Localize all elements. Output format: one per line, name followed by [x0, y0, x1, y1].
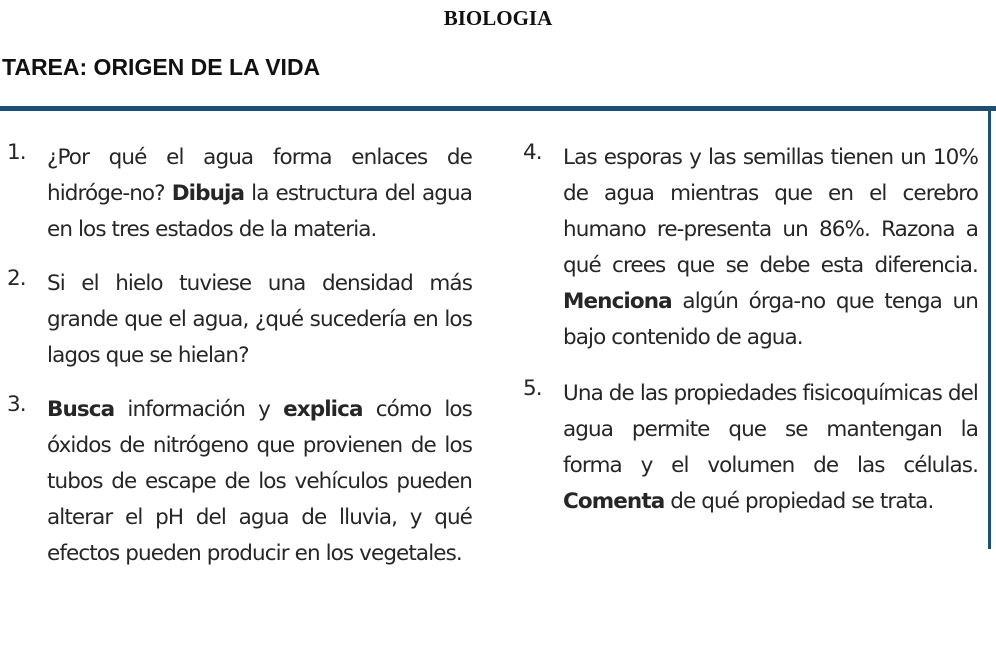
question-5 — [520, 376, 978, 520]
question-1 — [4, 140, 472, 248]
question-3 — [4, 392, 472, 572]
right-border-rule — [988, 111, 991, 549]
questions-column-right — [520, 140, 978, 520]
question-text: Las esporas y las semillas tienen un 10% de agua mientras que en el cerebro humano re-presenta un 86%. Razona a qué crees que se debe esta diferencia. Menciona algún órga-no que tenga un bajo contenido de agua. — [563, 145, 978, 350]
question-text: Busca información y explica cómo los óxidos de nitrógeno que provienen de los tubos de escape de los vehículos pueden alterar el pH del agua de lluvia, y qué efectos pueden producir en los vegetales. — [47, 397, 472, 566]
question-number: 5. — [523, 376, 542, 401]
question-number: 4. — [523, 140, 542, 165]
subject-title: BIOLOGIA — [443, 6, 553, 30]
question-number: 2. — [7, 266, 26, 291]
question-2 — [4, 266, 472, 374]
question-number: 1. — [7, 140, 26, 165]
top-border-rule — [0, 106, 996, 111]
question-number: 3. — [7, 392, 26, 417]
question-text: Si el hielo tuviese una densidad más grande que el agua, ¿qué sucedería en los lagos que se hielan? — [47, 271, 472, 368]
question-text: ¿Por qué el agua forma enlaces de hidróge-no? Dibuja la estructura del agua en los tres estados de la materia. — [47, 145, 472, 242]
questions-column-left — [4, 140, 472, 572]
task-title: TAREA: ORIGEN DE LA VIDA — [2, 54, 321, 80]
question-text: Una de las propiedades fisicoquímicas del agua permite que se mantengan la forma y el volumen de las células. Comenta de qué propiedad se trata. — [563, 381, 978, 514]
question-4 — [520, 140, 978, 356]
